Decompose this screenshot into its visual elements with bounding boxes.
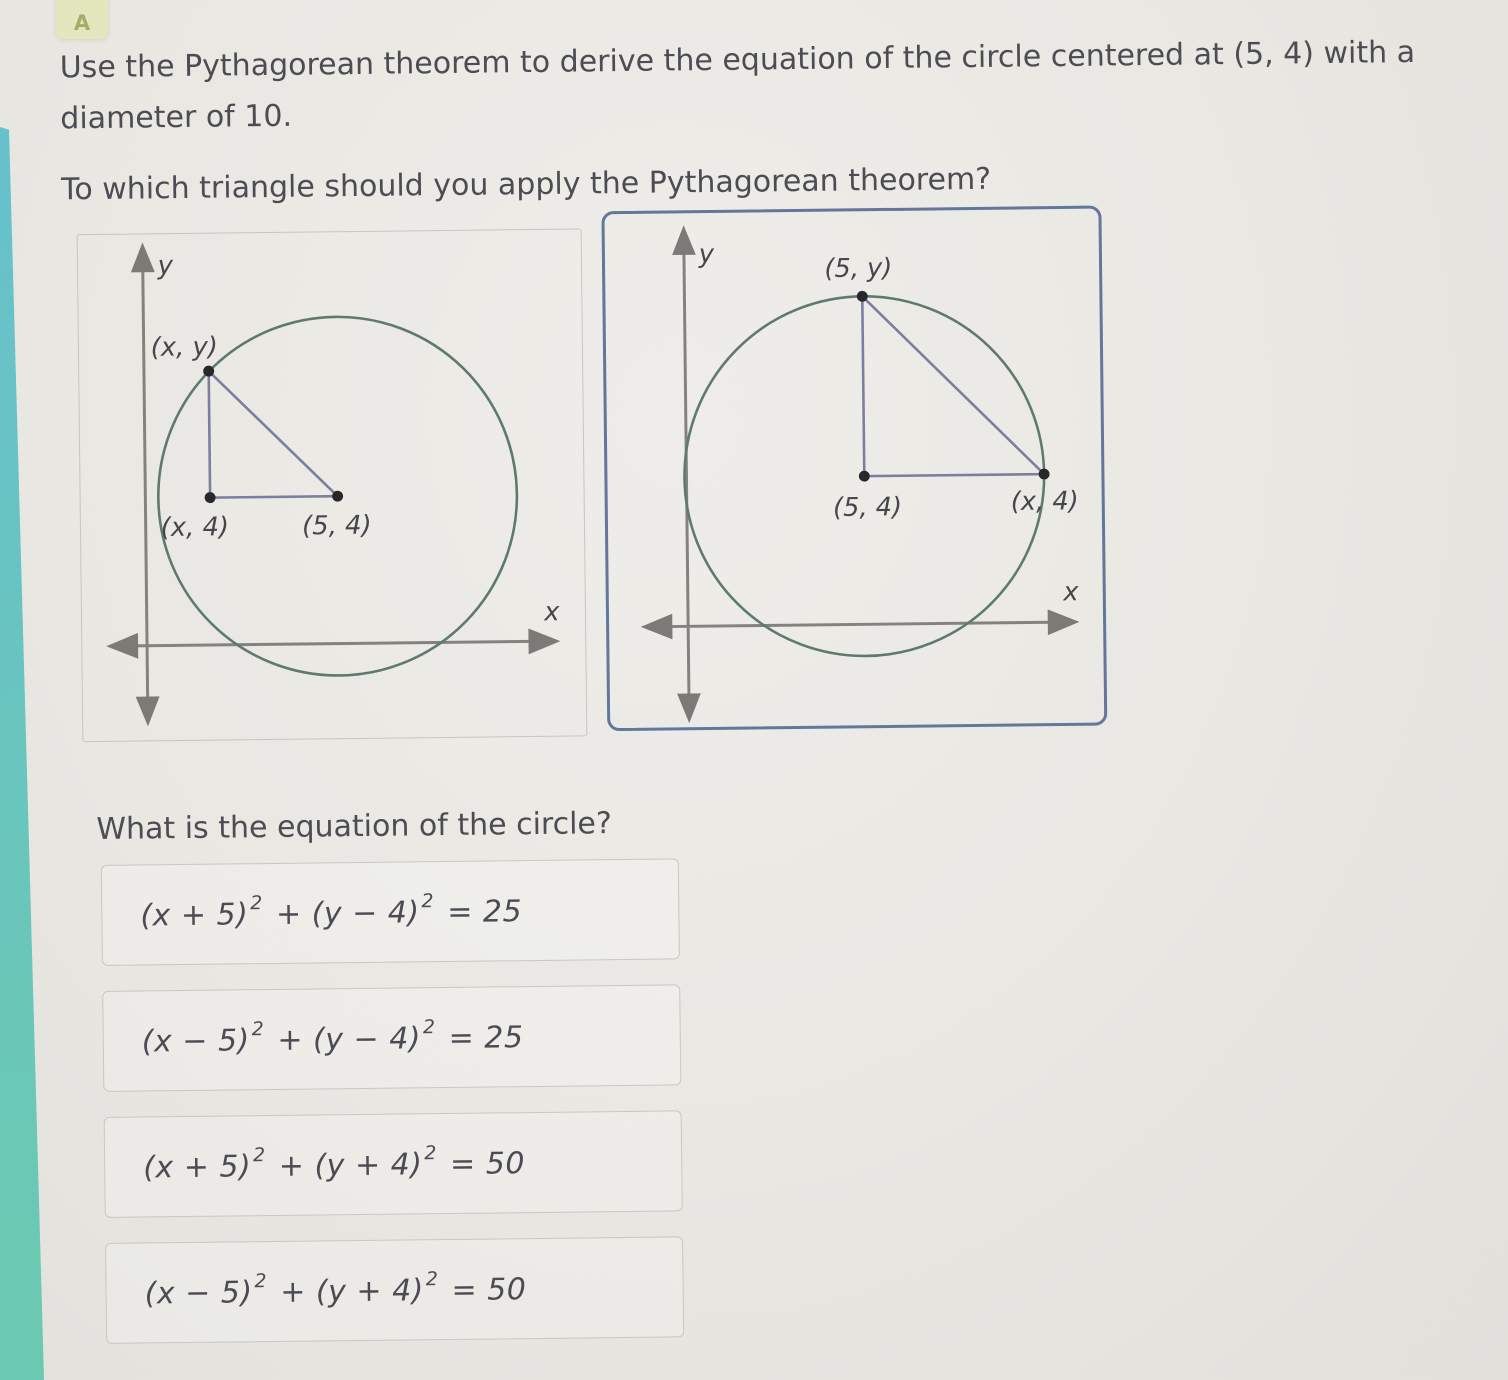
answer-option-4[interactable] (105, 1236, 684, 1344)
equation-part: (x − 5) (144, 1274, 253, 1311)
x-axis (668, 622, 1051, 626)
triangle-choices (76, 201, 1508, 742)
equation-part: (x − 5) (141, 1022, 250, 1059)
answer-options (101, 849, 1508, 1344)
triangle-choice-right-selected[interactable] (601, 206, 1107, 732)
triangle-question: To which triangle should you apply the Pythagorean theorem? (60, 161, 992, 208)
left-diagram (78, 229, 587, 741)
triangle-hypotenuse (862, 294, 1044, 476)
y-axis-label: y (157, 250, 174, 282)
equation-part: + (y − 4) (267, 1020, 422, 1058)
equation-part: (x + 5) (140, 896, 249, 933)
y-axis-down-arrow-icon (136, 696, 160, 726)
point-5-4-dot (859, 471, 870, 482)
equation-part: = 25 (436, 893, 523, 930)
exponent: 2 (422, 1015, 436, 1038)
equation-text (144, 1267, 527, 1311)
equation-part: = 25 (438, 1019, 524, 1056)
equation-part: = 50 (441, 1271, 527, 1308)
exponent: 2 (421, 889, 435, 912)
x-axis-label: x (1063, 577, 1079, 608)
triangle-choice-left[interactable] (77, 228, 588, 742)
answer-option-3[interactable] (104, 1110, 683, 1218)
x-axis-right-arrow-icon (1048, 609, 1080, 635)
answer-option-2[interactable] (102, 984, 681, 1092)
x-axis-label: x (543, 597, 560, 628)
point-5-4-label: (5, 4) (832, 492, 903, 524)
equation-part: + (y + 4) (268, 1146, 423, 1184)
exponent: 2 (250, 891, 263, 914)
equation-part: + (y − 4) (265, 894, 420, 932)
equation-part: = 50 (439, 1145, 526, 1182)
answer-option-1[interactable] (101, 858, 680, 966)
triangle-leg-horizontal (210, 496, 337, 497)
exponent: 2 (425, 1267, 439, 1290)
right-diagram (604, 209, 1104, 729)
equation-text (141, 1015, 524, 1059)
exponent: 2 (424, 1141, 438, 1164)
point-x-4-label: (x, 4) (160, 512, 230, 544)
x-axis-left-arrow-icon (106, 633, 138, 659)
point-x-y-label: (x, y) (150, 332, 219, 363)
point-x-4-label: (x, 4) (1010, 486, 1079, 518)
y-axis-label: y (698, 239, 715, 270)
x-axis-right-arrow-icon (528, 628, 560, 654)
point-x-4-dot (205, 492, 216, 503)
equation-part: + (y + 4) (270, 1272, 425, 1310)
x-axis-left-arrow-icon (641, 614, 673, 640)
y-axis (143, 264, 148, 704)
equation-text (140, 889, 523, 933)
triangle-leg-vertical (209, 371, 210, 497)
x-axis (134, 641, 532, 646)
exponent: 2 (251, 1017, 265, 1040)
triangle-hypotenuse (209, 370, 338, 498)
point-5-4-label: (5, 4) (301, 510, 372, 542)
equation-question: What is the equation of the circle? (96, 806, 613, 847)
exponent: 2 (252, 1143, 266, 1166)
triangle-leg-vertical (862, 296, 864, 476)
point-5-y-label: (5, y) (824, 253, 893, 285)
app-icon-glyph: A (73, 11, 91, 35)
equation-part: (x + 5) (143, 1148, 252, 1185)
y-axis-up-arrow-icon (672, 225, 696, 255)
exponent: 2 (254, 1269, 268, 1292)
y-axis-up-arrow-icon (131, 242, 155, 272)
equation-text (143, 1141, 526, 1185)
y-axis-down-arrow-icon (677, 693, 701, 723)
question-prompt: Use the Pythagorean theorem to derive the equation of the circle centered at (5, 4) with a diameter of 10. (59, 34, 1416, 137)
triangle-leg-horizontal (864, 474, 1044, 476)
